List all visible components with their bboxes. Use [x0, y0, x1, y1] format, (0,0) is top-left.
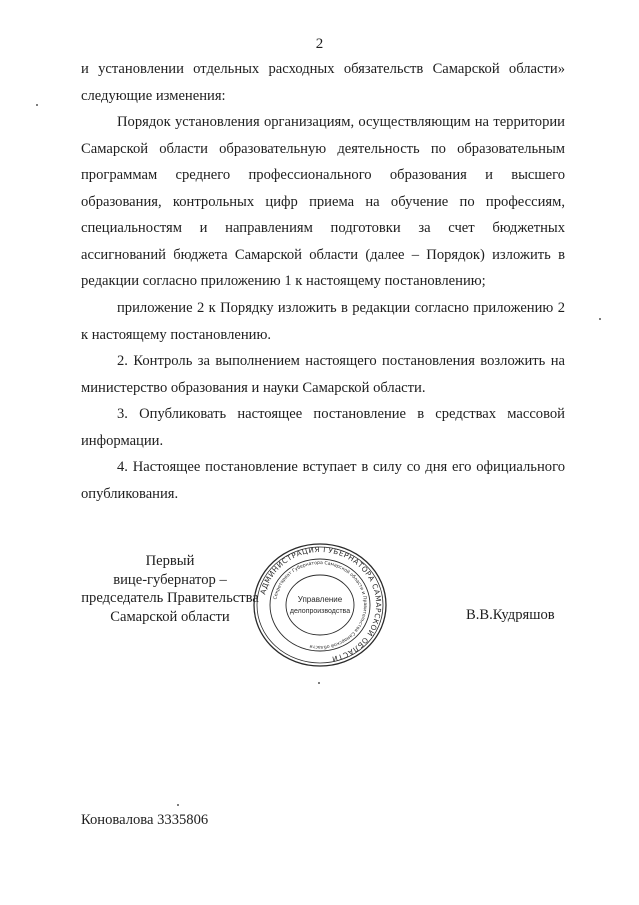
signatory-name: В.В.Кудряшов — [466, 607, 555, 623]
scan-speck — [36, 104, 38, 106]
paragraph-effect: 4. Настоящее постановление вступает в силу со дня его официального опубликования. — [81, 459, 565, 502]
svg-text:Секретариат Губернатора Самарс — [272, 560, 367, 650]
page-number: 2 — [315, 36, 324, 52]
scan-speck — [599, 318, 601, 320]
paragraph-control: 2. Контроль за выполнением настоящего постановления возложить на министерство образования и науки Самарской области. — [81, 353, 565, 396]
stamp-center-line2: делопроизводства — [289, 608, 351, 615]
stamp-inner-text: Секретариат Губернатора Самарской области и Правительства Самарской области — [273, 560, 368, 650]
signatory-title-line: председатель Правительства — [81, 590, 259, 606]
signatory-title — [80, 552, 260, 626]
signatory-title-line: Самарской области — [110, 608, 230, 625]
stamp-center-line1: Управление — [297, 595, 343, 604]
signatory-title-line: Первый — [145, 553, 195, 569]
paragraph-intro: и установлении отдельных расходных обязательств Самарской области» следующие изменения: — [81, 61, 565, 104]
paragraph-publish: 3. Опубликовать настоящее постановление в средствах массовой информации. — [81, 406, 565, 449]
paragraph-procedure: Порядок установления организациям, осуществляющим на территории Самарской области образовательную деятельность по образовательным программам среднего профессионального образования и высшего образования, контрольных цифр приема на обучение по профессиям, специальностям и направлениям подготовки за счет бюджетных ассигнований бюджета Самарской области (далее – Порядок) изложить в редакции согласно приложению 1 к настоящему постановлению; — [81, 114, 565, 289]
scan-speck — [177, 804, 179, 806]
executor-contact: Коновалова 3335806 — [81, 812, 209, 828]
paragraph-appendix: приложение 2 к Порядку изложить в редакции согласно приложению 2 к настоящему постановлению. — [81, 300, 565, 343]
signatory-title-line: вице-губернатор – — [113, 571, 227, 588]
official-stamp — [252, 543, 388, 668]
stamp-outer-text: АДМИНИСТРАЦИЯ ГУБЕРНАТОРА САМАРСКОЙ ОБЛАСТИ — [258, 544, 384, 664]
scan-speck — [318, 682, 320, 684]
